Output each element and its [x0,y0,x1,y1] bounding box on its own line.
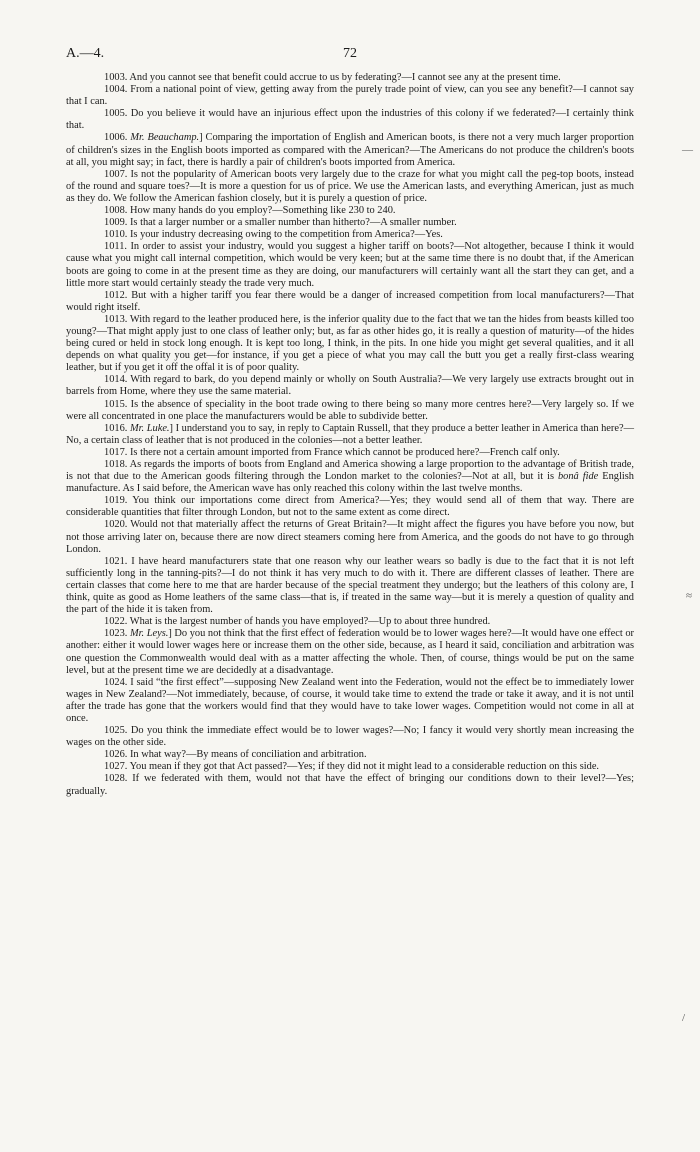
paragraph-text: 1003. And you cannot see that benefit could accrue to us by federating?—I cannot see any at the present time. [104,72,561,83]
testimony-paragraph [66,628,634,676]
testimony-paragraph [66,749,634,761]
paragraph-text: 1017. Is there not a certain amount imported from France which cannot be produced here?—French calf only. [104,446,560,458]
testimony-paragraph [66,241,634,289]
paragraph-text: 1010. Is your industry decreasing owing to the competition from America?—Yes. [104,229,443,241]
paragraph-text: 1022. What is the largest number of hands you have employed?—Up to about three hundred. [104,616,491,628]
testimony-paragraph [66,290,634,314]
testimony-paragraph [66,72,634,84]
page-number: 72 [343,46,357,61]
page-header [66,46,634,64]
italic-text: Mr. Leys. [129,628,169,640]
testimony-paragraph [66,217,634,229]
testimony-paragraph [66,519,634,555]
paragraph-text: 1027. You mean if they got that Act passed?—Yes; if they did not it might lead to a considerable reduction on this side. [104,761,600,773]
paragraph-text: 1015. Is the absence of speciality in the boot trade owing to there being so many more centres here?—Very largely so. If we were all concentrated in one place the manufacturers would be able to subdivide better. [66,398,634,422]
paragraph-text: 1005. Do you believe it would have an injurious effect upon the industries of this colony if we federated?—I certainly think that. [66,108,634,132]
testimony-paragraph [66,84,634,108]
paragraph-text: 1028. If we federated with them, would not that have the effect of bringing our conditions down to their level?—Yes; gradually. [66,773,634,797]
testimony-paragraph [66,725,634,749]
paragraph-text: ] Comparing the importation of English and American boots, is there not a very much larger proportion of children's sizes in the English boots imported as compared with the American?—The Americans do not produce the children's boots at all, you might say; in fact, there is hardly a pair of children's boots imported from America. [66,132,634,168]
margin-mark: — [682,144,693,156]
paragraph-text: 1013. With regard to the leather produced here, is the inferior quality due to the fact that we tan the hides from beasts killed too young?—That might apply just to one class of leather only; but, as far as other hides go, it is really a question of maturity—of the hides being cured or held in stock long enough. It is kept too long, I think, in the pits. In one hide you might get several qualities, and it all depends on what quality you get—for instance, if you get a piece of what you may call the butt you get a really first-class wearing leather, but if you get it off the offal it is of poor quality. [66,313,634,374]
paragraph-text: 1008. How many hands do you employ?—Something like 230 to 240. [104,205,396,217]
paragraph-text: 1023. [104,628,130,640]
document-body [66,72,634,798]
italic-text: bonâ fide [557,471,599,483]
testimony-paragraph [66,314,634,374]
paragraph-text: 1011. In order to assist your industry, would you suggest a higher tariff on boots?—Not altogether, because I think it would cause what you might call internal competition, which would be very keen; but at the same time there is no doubt that, if the American boots are going to come in at the present time as they are doing, our manufacturers will certainly want all the start they can get, and a little more start would certainly steady the trade very much. [66,241,634,289]
paragraph-text: ] Do you not think that the first effect of federation would be to lower wages here?—It would have one effect or another: either it would lower wages here or increase them on the other side, because, as I heard it said, conciliation and arbitration was one question the Commonwealth would deal with as a matter affecting the whole. Then, of course, things would be put on the same level, but at the present time we are decidedly at a disadvantage. [66,628,634,676]
paragraph-text: 1012. But with a higher tariff you fear there would be a danger of increased competition from local manufacturers?—That would right itself. [66,289,634,313]
testimony-paragraph [66,132,634,168]
testimony-paragraph [66,399,634,423]
paragraph-text: 1006. [104,132,131,144]
paragraph-text: 1009. Is that a larger number or a smaller number than hitherto?—A smaller number. [104,217,457,229]
paragraph-text: 1016. [104,422,130,434]
document-reference: A.—4. [66,46,105,61]
testimony-paragraph [66,495,634,519]
paragraph-text: 1007. Is not the popularity of American boots very largely due to the craze for what you might call the peg-top boots, instead of the round and square toes?—It is more a question for us of price. We use the American lasts, and everything American, just as much as they do. We follow the American fashion closely, but it is purely a question of price. [66,168,634,204]
paragraph-text: 1026. In what way?—By means of conciliation and arbitration. [104,749,367,761]
paragraph-text: 1019. You think our importations come direct from America?—Yes; they would send all of them that way. There are considerable quantities that filter through London, but not to the same extent as come direct. [66,495,634,519]
testimony-paragraph [66,616,634,628]
paragraph-text: 1014. With regard to bark, do you depend mainly or wholly on South Australia?—We very largely use extracts brought out in barrels from Home, where they use the same material. [66,374,634,398]
margin-mark: ≈ [686,590,693,602]
margin-mark: / [682,1012,686,1024]
testimony-paragraph [66,205,634,217]
testimony-paragraph [66,374,634,398]
paragraph-text: 1021. I have heard manufacturers state that one reason why our leather wears so badly is due to the fact that it is not left sufficiently long in the tanning-pits?—I do not think it has very much to do with it. There are different classes of leather. There are certain classes that come here to me that are harder because of the special treatment they undergo; but the leathers of this colony are, I think, quite as good as Home leathers of the same class—that is, if treated in the same way—but it is merely a question of quality and the part of the hide it is taken from. [66,555,634,616]
testimony-paragraph [66,169,634,205]
paragraph-text: English manufacture. As I said before, the American wave has only reached this colony within the last twelve months. [66,471,634,495]
testimony-paragraph [66,447,634,459]
italic-text: Mr. Beauchamp. [130,132,200,144]
paragraph-text: 1025. Do you think the immediate effect would be to lower wages?—No; I fancy it would very shortly mean increasing the wages on the other side. [66,725,634,749]
paragraph-text: 1020. Would not that materially affect the returns of Great Britain?—It might affect the figures you have before you now, but not those arriving later on, because there are now direct steamers coming here from America, and the goods do not have to go through London. [66,519,634,555]
paragraph-text: 1004. From a national point of view, getting away from the purely trade point of view, can you see any benefit?—I cannot say that I can. [66,84,634,108]
testimony-paragraph [66,229,634,241]
testimony-paragraph [66,108,634,132]
testimony-paragraph [66,677,634,725]
paragraph-text: 1024. I said “the first effect”—supposing New Zealand went into the Federation, would not the effect be to immediately lower wages in New Zealand?—Not immediately, because, of course, it would take time to extend the trade or take it away, and it is not until after the trade has gone that the workers would find that they would have to take lower wages. Competition would not come in all at once. [66,676,634,724]
paragraph-text: ] I understand you to say, in reply to Captain Russell, that they produce a better leather in America than here?—No, a certain class of leather that is not produced in the colonies—not a better leather. [66,422,634,446]
testimony-paragraph [66,761,634,773]
testimony-paragraph [66,423,634,447]
testimony-paragraph [66,773,634,797]
italic-text: Mr. Luke. [129,422,170,434]
testimony-paragraph [66,556,634,616]
paragraph-text: 1018. As regards the imports of boots from England and America showing a large proportion to the advantage of British trade, is not that due to the American goods filtering through the London market to the colonies?—Not at all, but it is [66,459,634,483]
testimony-paragraph [66,459,634,495]
